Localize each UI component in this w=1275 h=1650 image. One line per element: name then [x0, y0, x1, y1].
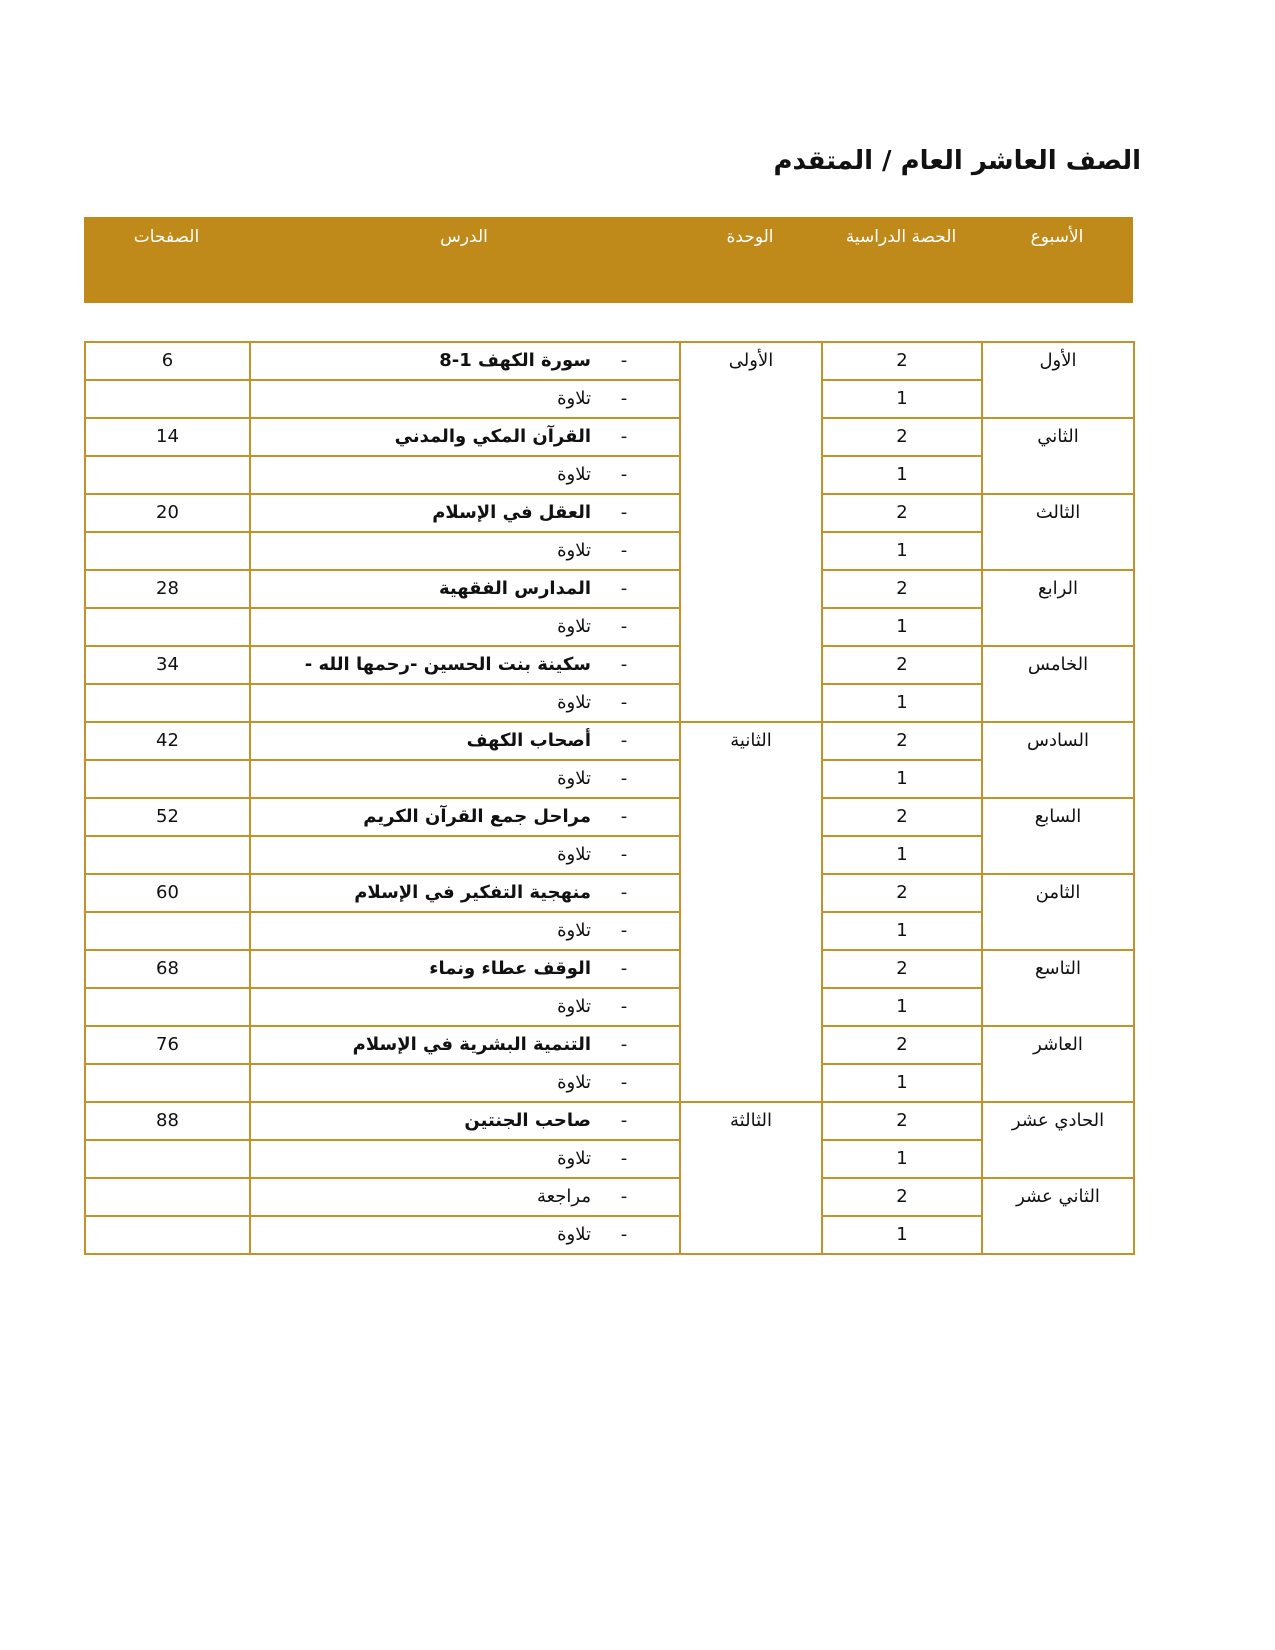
- session-cell: 1: [822, 380, 982, 418]
- lesson-cell: [250, 1216, 680, 1254]
- pages-cell: 34: [85, 646, 250, 684]
- lesson-cell: [250, 836, 680, 874]
- lesson-title: تلاوة: [557, 844, 591, 865]
- table-row: [85, 456, 1134, 494]
- session-cell: 1: [822, 684, 982, 722]
- bullet-dash: -: [620, 1224, 628, 1245]
- bullet-dash: -: [620, 882, 628, 903]
- table-row: [85, 760, 1134, 798]
- table-row: [85, 684, 1134, 722]
- week-cell: الأول: [982, 342, 1134, 418]
- table-row: [85, 1178, 1134, 1216]
- week-cell: الثاني عشر: [982, 1178, 1134, 1254]
- pages-cell: [85, 912, 250, 950]
- bullet-dash: -: [620, 464, 628, 485]
- bullet-dash: -: [620, 806, 628, 827]
- bullet-dash: -: [620, 388, 628, 409]
- session-cell: 2: [822, 418, 982, 456]
- bullet-dash: -: [620, 578, 628, 599]
- lesson-cell: [250, 760, 680, 798]
- lesson-cell: [250, 1026, 680, 1064]
- header-unit: الوحدة: [726, 227, 774, 247]
- lesson-title: مراحل جمع القرآن الكريم: [363, 806, 591, 827]
- session-cell: 1: [822, 760, 982, 798]
- week-cell: السابع: [982, 798, 1134, 874]
- table-row: [85, 836, 1134, 874]
- lesson-title: تلاوة: [557, 616, 591, 637]
- session-cell: 1: [822, 608, 982, 646]
- header-week: الأسبوع: [1030, 227, 1084, 247]
- bullet-dash: -: [620, 616, 628, 637]
- table-row: [85, 722, 1134, 760]
- lesson-title: تلاوة: [557, 1148, 591, 1169]
- table-row: [85, 1064, 1134, 1102]
- pages-cell: [85, 1216, 250, 1254]
- lesson-cell: [250, 798, 680, 836]
- session-cell: 1: [822, 912, 982, 950]
- week-cell: السادس: [982, 722, 1134, 798]
- session-cell: 1: [822, 1140, 982, 1178]
- lesson-title: منهجية التفكير في الإسلام: [354, 882, 591, 903]
- table-row: [85, 1026, 1134, 1064]
- lesson-cell: [250, 342, 680, 380]
- session-cell: 2: [822, 1102, 982, 1140]
- week-cell: العاشر: [982, 1026, 1134, 1102]
- page-title: الصف العاشر العام / المتقدم: [773, 146, 1141, 176]
- table-row: [85, 1102, 1134, 1140]
- session-cell: 1: [822, 1216, 982, 1254]
- lesson-cell: [250, 1140, 680, 1178]
- table-row: [85, 1140, 1134, 1178]
- table-row: [85, 874, 1134, 912]
- pages-cell: [85, 988, 250, 1026]
- bullet-dash: -: [620, 996, 628, 1017]
- bullet-dash: -: [620, 540, 628, 561]
- week-cell: الثاني: [982, 418, 1134, 494]
- pages-cell: [85, 836, 250, 874]
- lesson-title: تلاوة: [557, 920, 591, 941]
- pages-cell: 20: [85, 494, 250, 532]
- lesson-title: تلاوة: [557, 388, 591, 409]
- session-cell: 2: [822, 950, 982, 988]
- pages-cell: 76: [85, 1026, 250, 1064]
- lesson-cell: [250, 646, 680, 684]
- bullet-dash: -: [620, 844, 628, 865]
- lesson-cell: [250, 608, 680, 646]
- week-cell: الرابع: [982, 570, 1134, 646]
- session-cell: 2: [822, 798, 982, 836]
- table-header: [84, 217, 1133, 303]
- unit-cell: الأولى: [680, 342, 822, 722]
- session-cell: 1: [822, 836, 982, 874]
- bullet-dash: -: [620, 958, 628, 979]
- lesson-cell: [250, 1102, 680, 1140]
- pages-cell: [85, 608, 250, 646]
- table-row: [85, 950, 1134, 988]
- pages-cell: [85, 1178, 250, 1216]
- session-cell: 1: [822, 988, 982, 1026]
- lesson-title: تلاوة: [557, 1224, 591, 1245]
- schedule-body: [85, 342, 1134, 1254]
- session-cell: 1: [822, 456, 982, 494]
- bullet-dash: -: [620, 730, 628, 751]
- bullet-dash: -: [620, 350, 628, 371]
- lesson-cell: [250, 380, 680, 418]
- session-cell: 2: [822, 722, 982, 760]
- lesson-title: المدارس الفقهية: [438, 578, 591, 599]
- lesson-cell: [250, 494, 680, 532]
- pages-cell: [85, 380, 250, 418]
- lesson-cell: [250, 1178, 680, 1216]
- session-cell: 1: [822, 532, 982, 570]
- table-row: [85, 570, 1134, 608]
- lesson-title: الوقف عطاء ونماء: [429, 958, 591, 979]
- pages-cell: 42: [85, 722, 250, 760]
- pages-cell: 52: [85, 798, 250, 836]
- pages-cell: [85, 1140, 250, 1178]
- pages-cell: 6: [85, 342, 250, 380]
- lesson-cell: [250, 1064, 680, 1102]
- table-row: [85, 912, 1134, 950]
- lesson-title: تلاوة: [557, 540, 591, 561]
- pages-cell: [85, 760, 250, 798]
- pages-cell: 28: [85, 570, 250, 608]
- lesson-title: مراجعة: [536, 1186, 591, 1207]
- table-row: [85, 494, 1134, 532]
- week-cell: الحادي عشر: [982, 1102, 1134, 1178]
- schedule-table: [84, 341, 1135, 1255]
- lesson-cell: [250, 912, 680, 950]
- header-lesson: الدرس: [440, 227, 488, 247]
- lesson-cell: [250, 988, 680, 1026]
- table-row: [85, 532, 1134, 570]
- table-row: [85, 646, 1134, 684]
- table-row: [85, 418, 1134, 456]
- lesson-title: العقل في الإسلام: [432, 502, 591, 523]
- lesson-title: سورة الكهف 1-8: [439, 350, 591, 371]
- bullet-dash: -: [620, 692, 628, 713]
- unit-cell: الثانية: [680, 722, 822, 1102]
- lesson-cell: [250, 418, 680, 456]
- table-row: [85, 380, 1134, 418]
- session-cell: 2: [822, 570, 982, 608]
- bullet-dash: -: [620, 1034, 628, 1055]
- header-session: الحصة الدراسية: [845, 227, 957, 247]
- table-row: [85, 342, 1134, 380]
- bullet-dash: -: [620, 920, 628, 941]
- session-cell: 2: [822, 342, 982, 380]
- bullet-dash: -: [620, 1110, 628, 1131]
- lesson-cell: [250, 722, 680, 760]
- lesson-title: تلاوة: [557, 692, 591, 713]
- pages-cell: [85, 456, 250, 494]
- lesson-title: تلاوة: [557, 464, 591, 485]
- week-cell: الثالث: [982, 494, 1134, 570]
- lesson-cell: [250, 684, 680, 722]
- session-cell: 2: [822, 874, 982, 912]
- header-pages: الصفحات: [133, 227, 200, 247]
- week-cell: الثامن: [982, 874, 1134, 950]
- pages-cell: 60: [85, 874, 250, 912]
- lesson-title: القرآن المكي والمدني: [394, 426, 591, 447]
- lesson-title: تلاوة: [557, 1072, 591, 1093]
- bullet-dash: -: [620, 1186, 628, 1207]
- lesson-cell: [250, 532, 680, 570]
- lesson-title: التنمية البشرية في الإسلام: [352, 1034, 591, 1055]
- lesson-cell: [250, 874, 680, 912]
- bullet-dash: -: [620, 1148, 628, 1169]
- bullet-dash: -: [620, 654, 628, 675]
- table-row: [85, 1216, 1134, 1254]
- pages-cell: [85, 532, 250, 570]
- week-cell: الخامس: [982, 646, 1134, 722]
- session-cell: 2: [822, 646, 982, 684]
- pages-cell: 88: [85, 1102, 250, 1140]
- bullet-dash: -: [620, 502, 628, 523]
- bullet-dash: -: [620, 768, 628, 789]
- lesson-cell: [250, 950, 680, 988]
- unit-cell: الثالثة: [680, 1102, 822, 1254]
- bullet-dash: -: [620, 426, 628, 447]
- lesson-title: تلاوة: [557, 768, 591, 789]
- lesson-title: تلاوة: [557, 996, 591, 1017]
- session-cell: 2: [822, 1178, 982, 1216]
- week-cell: التاسع: [982, 950, 1134, 1026]
- lesson-cell: [250, 456, 680, 494]
- lesson-title: صاحب الجنتين: [464, 1110, 591, 1131]
- lesson-cell: [250, 570, 680, 608]
- table-row: [85, 608, 1134, 646]
- bullet-dash: -: [620, 1072, 628, 1093]
- session-cell: 1: [822, 1064, 982, 1102]
- lesson-title: أصحاب الكهف: [466, 730, 591, 751]
- pages-cell: 14: [85, 418, 250, 456]
- lesson-title: سكينة بنت الحسين -رحمها الله -: [304, 654, 591, 675]
- table-row: [85, 988, 1134, 1026]
- pages-cell: [85, 1064, 250, 1102]
- table-row: [85, 798, 1134, 836]
- session-cell: 2: [822, 1026, 982, 1064]
- session-cell: 2: [822, 494, 982, 532]
- pages-cell: [85, 684, 250, 722]
- pages-cell: 68: [85, 950, 250, 988]
